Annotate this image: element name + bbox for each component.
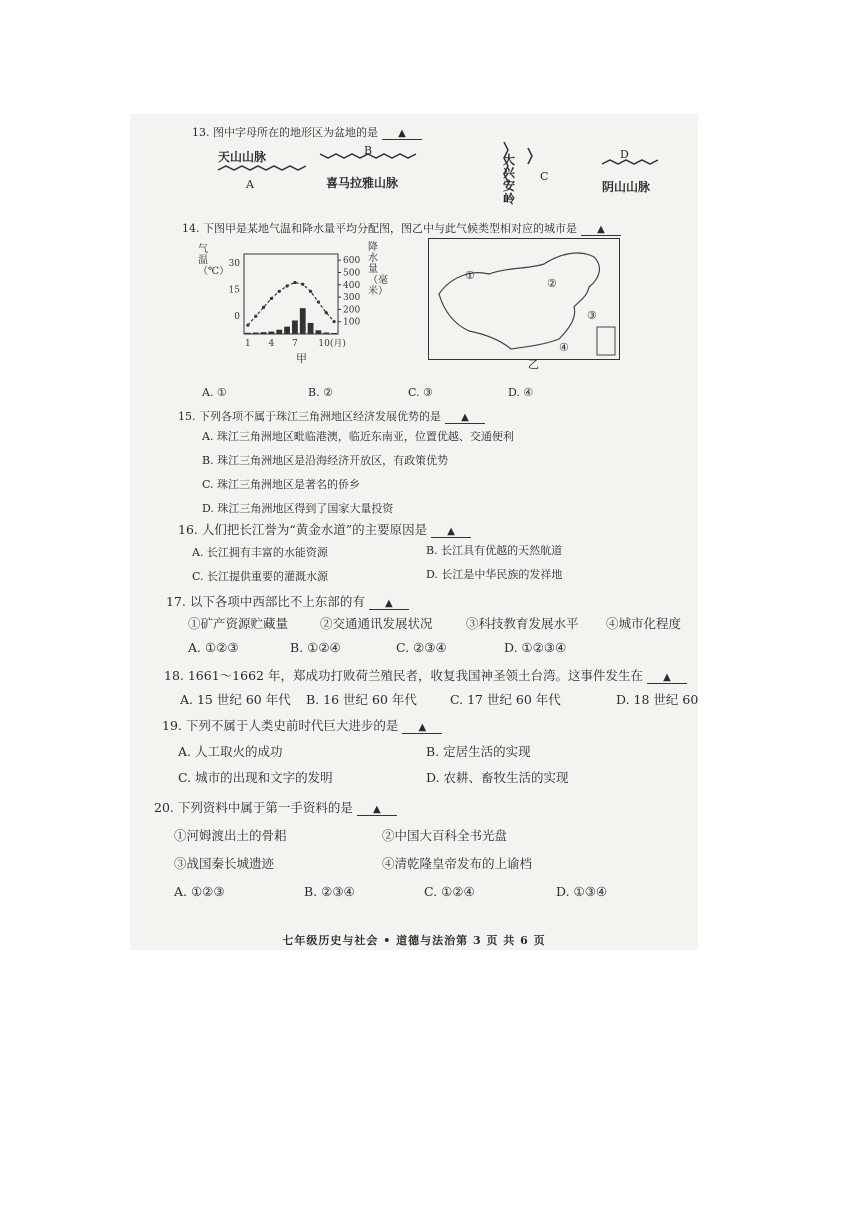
q18-option-b: B. 16 世纪 60 年代 <box>306 692 417 707</box>
precip-bar <box>316 330 322 334</box>
q17-option-b: B. ①②④ <box>290 640 341 655</box>
q20-item-4: ④清乾隆皇帝发布的上谕档 <box>382 856 533 871</box>
temperature-point <box>293 281 296 284</box>
q15-option-c: C. 珠江三角洲地区是著名的侨乡 <box>202 478 361 491</box>
precip-bar <box>284 327 290 334</box>
temp-tick-label: 15 <box>228 285 240 296</box>
q15-option-b: B. 珠江三角洲地区是沿海经济开放区，有政策优势 <box>202 454 449 467</box>
x-tick-label: 10(月) <box>318 339 346 349</box>
letter-a: A <box>246 178 254 191</box>
question-20-stem: 20. 下列资料中属于第一手资料的是 ▲ <box>154 798 397 816</box>
question-17-stem: 17. 以下各项中西部比不上东部的有 ▲ <box>166 592 409 610</box>
temp-tick-label: 0 <box>234 312 240 323</box>
precip-axis-title: 降水量（毫米） <box>368 242 388 297</box>
temp-axis-title: 气温（℃） <box>198 244 230 277</box>
letter-b: B <box>364 144 373 157</box>
temperature-point <box>285 284 288 287</box>
x-tick-label: 7 <box>292 339 298 349</box>
question-14-stem: 14. 下图甲是某地气温和降水量平均分配图，图乙中与此气候类型相对应的城市是 ▲ <box>182 220 621 236</box>
q16-option-a: A. 长江拥有丰富的水能资源 <box>192 546 328 559</box>
question-16-stem: 16. 人们把长江誉为“黄金水道”的主要原因是 ▲ <box>178 520 471 538</box>
map-label-yi: 乙 <box>528 358 539 371</box>
letter-c: C <box>540 170 549 183</box>
china-map-outline <box>429 239 619 359</box>
q17-option-c: C. ②③④ <box>396 640 447 655</box>
q17-item-3: ③科技教育发展水平 <box>466 616 579 631</box>
q19-option-a: A. 人工取火的成功 <box>178 744 283 759</box>
map-marker-4: ④ <box>559 341 569 354</box>
page-footer: 七年级历史与社会 • 道德与法治第 3 页 共 6 页 <box>282 934 546 947</box>
precip-bar <box>300 308 306 334</box>
map-marker-3: ③ <box>587 309 597 322</box>
question-19-stem: 19. 下列不属于人类史前时代巨大进步的是 ▲ <box>162 716 442 734</box>
q17-item-1: ①矿产资源贮藏量 <box>188 616 289 631</box>
q20-option-d: D. ①③④ <box>556 884 608 899</box>
precip-tick-label: 600 <box>343 256 361 267</box>
map-marker-2: ② <box>547 277 557 290</box>
q20-option-c: C. ①②④ <box>424 884 475 899</box>
china-map <box>428 238 620 360</box>
mountain-yinshan: 阴山山脉 <box>602 180 651 194</box>
q14-option-d: D. ④ <box>508 386 534 399</box>
q18-option-a: A. 15 世纪 60 年代 <box>180 692 291 707</box>
temperature-line <box>248 282 334 325</box>
q14-option-a: A. ① <box>202 386 227 399</box>
question-13-stem: 13. 图中字母所在的地形区为盆地的是 ▲ <box>192 124 422 140</box>
q15-option-a: A. 珠江三角洲地区毗临港澳，临近东南亚，位置优越、交通便利 <box>202 430 514 443</box>
precip-bar <box>245 333 251 334</box>
q18-option-d: D. 18 世纪 60 <box>616 692 698 707</box>
q16-option-b: B. 长江具有优越的天然航道 <box>426 544 563 557</box>
temperature-point <box>325 311 328 314</box>
precip-bar <box>261 332 267 334</box>
q19-option-d: D. 农耕、畜牧生活的实现 <box>426 770 569 785</box>
precip-tick-label: 400 <box>343 280 361 291</box>
precip-tick-label: 200 <box>343 305 361 316</box>
precip-bar <box>308 323 314 334</box>
q20-item-3: ③战国秦长城遗迹 <box>174 856 275 871</box>
q15-option-d: D. 珠江三角洲地区得到了国家大量投资 <box>202 502 394 515</box>
question-15-stem: 15. 下列各项不属于珠江三角洲地区经济发展优势的是 ▲ <box>178 408 485 424</box>
q17-item-2: ②交通通讯发展状况 <box>320 616 433 631</box>
temperature-point <box>278 290 281 293</box>
mountain-tianshan: 天山山脉 <box>218 150 267 164</box>
letter-d: D <box>620 148 629 161</box>
precip-tick-label: 300 <box>343 293 361 304</box>
q16-option-c: C. 长江提供重要的灌溉水源 <box>192 570 329 583</box>
temperature-point <box>270 297 273 300</box>
q17-option-a: A. ①②③ <box>188 640 239 655</box>
temperature-point <box>262 306 265 309</box>
q19-option-b: B. 定居生活的实现 <box>426 744 531 759</box>
q19-option-c: C. 城市的出现和文字的发明 <box>178 770 333 785</box>
q20-option-a: A. ①②③ <box>174 884 225 899</box>
x-tick-label: 4 <box>268 339 275 349</box>
precip-bar <box>253 333 259 334</box>
q14-option-c: C. ③ <box>408 386 433 399</box>
temperature-point <box>301 283 304 286</box>
temperature-point <box>246 324 249 327</box>
precip-bar <box>276 330 282 334</box>
q20-option-b: B. ②③④ <box>304 884 355 899</box>
precip-bar <box>269 332 275 334</box>
precip-tick-label: 500 <box>343 268 361 279</box>
mountain-daxinganling: 大兴安岭 <box>502 153 515 206</box>
temperature-point <box>309 290 312 293</box>
precip-bar <box>323 333 329 334</box>
q17-item-4: ④城市化程度 <box>606 616 682 631</box>
map-marker-1: ① <box>465 269 475 282</box>
exam-page <box>130 114 698 950</box>
temp-tick-label: 30 <box>228 258 240 269</box>
precip-bar <box>331 333 337 334</box>
q18-option-c: C. 17 世纪 60 年代 <box>450 692 561 707</box>
q17-option-d: D. ①②③④ <box>504 640 567 655</box>
temperature-point <box>254 315 257 318</box>
question-18-stem: 18. 1661～1662 年，郑成功打败荷兰殖民者，收复我国神圣领土台湾。这事件发生在 ▲ <box>164 666 687 684</box>
temperature-point <box>332 320 335 323</box>
q14-option-b: B. ② <box>308 386 333 399</box>
temperature-point <box>317 300 320 303</box>
x-tick-label: 1 <box>245 339 251 349</box>
precip-bar <box>292 320 298 334</box>
q20-item-2: ②中国大百科全书光盘 <box>382 828 508 843</box>
plot-frame <box>244 254 338 334</box>
chart-label-jia: 甲 <box>296 352 307 365</box>
q20-item-1: ①河姆渡出土的骨耜 <box>174 828 287 843</box>
precip-tick-label: 100 <box>343 317 361 328</box>
climate-chart <box>198 242 398 370</box>
q16-option-d: D. 长江是中华民族的发祥地 <box>426 568 563 581</box>
mountain-himalaya: 喜马拉雅山脉 <box>326 176 399 190</box>
